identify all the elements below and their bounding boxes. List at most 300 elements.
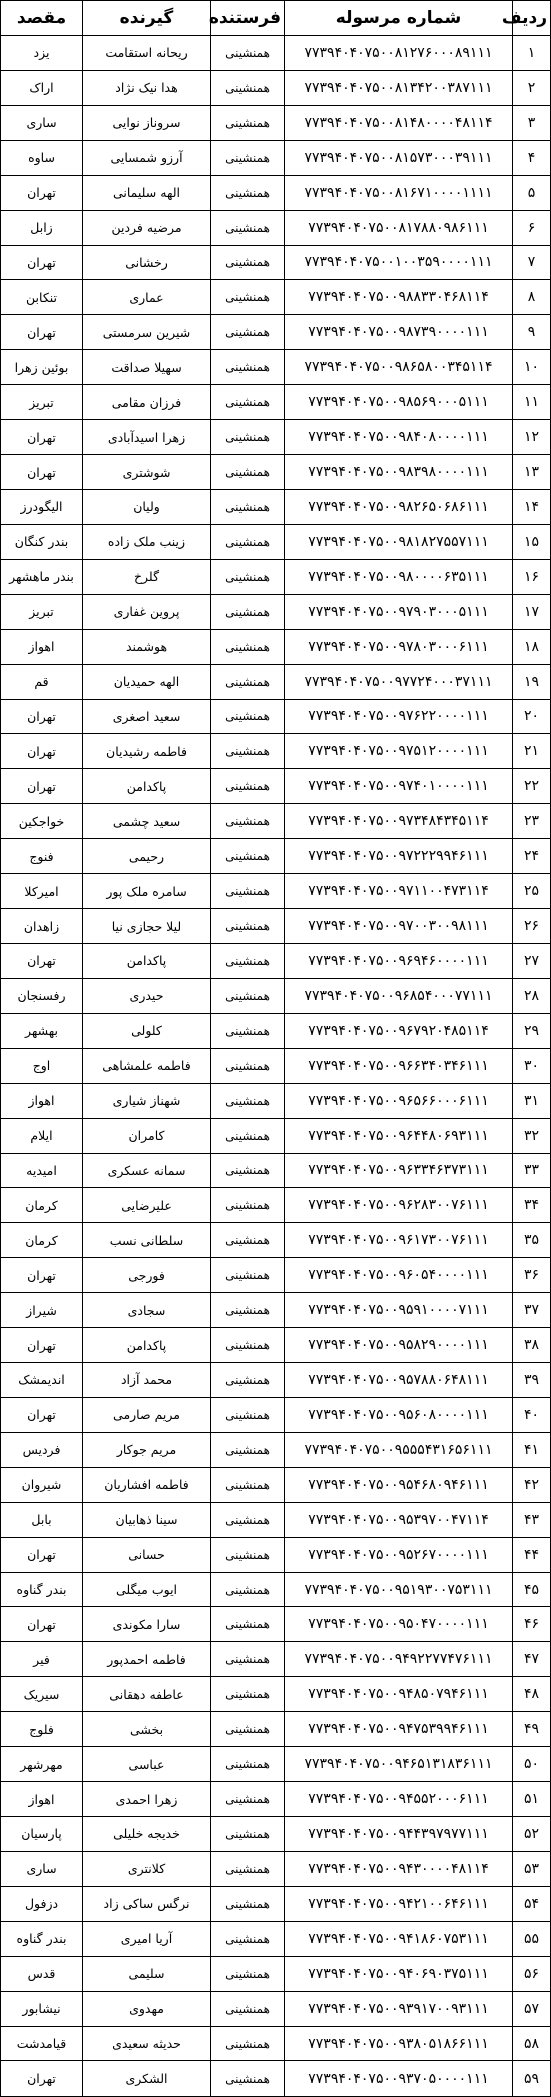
receiver-cell: مهدوی — [83, 1991, 211, 2026]
receiver-cell: حدیثه سعیدی — [83, 2026, 211, 2061]
row-number-cell: ۱۲ — [513, 420, 551, 455]
sender-cell: همنشینی — [211, 210, 285, 245]
row-number-cell: ۵۳ — [513, 1851, 551, 1886]
table-row — [1, 1293, 551, 1328]
destination-cell: پارسیان — [1, 1817, 83, 1852]
table-row — [1, 1502, 551, 1537]
row-number-cell: ۴۱ — [513, 1432, 551, 1467]
table-row — [1, 804, 551, 839]
table-row — [1, 1258, 551, 1293]
tracking-number-cell: ۷۷۳۹۴۰۴۰۷۵۰۰۹۵۰۴۷۰۰۰۰۱۱۱ — [285, 1607, 513, 1642]
tracking-number-cell: ۷۷۳۹۴۰۴۰۷۵۰۰۹۸۲۶۵۰۶۸۶۱۱۱ — [285, 489, 513, 524]
sender-cell: همنشینی — [211, 1223, 285, 1258]
tracking-number-cell: ۷۷۳۹۴۰۴۰۷۵۰۰۹۵۶۰۸۰۰۰۰۱۱۱ — [285, 1397, 513, 1432]
tracking-number-cell: ۷۷۳۹۴۰۴۰۷۵۰۰۹۵۷۸۸۰۶۴۸۱۱۱ — [285, 1363, 513, 1398]
destination-cell: بوئین زهرا — [1, 350, 83, 385]
table-row — [1, 664, 551, 699]
receiver-cell: عاطفه دهقانی — [83, 1677, 211, 1712]
destination-cell: کرمان — [1, 1188, 83, 1223]
tracking-number-cell: ۷۷۳۹۴۰۴۰۷۵۰۰۹۵۳۹۷۰۰۴۷۱۱۴ — [285, 1502, 513, 1537]
tracking-number-cell: ۷۷۳۹۴۰۴۰۷۵۰۰۹۴۵۵۲۰۰۰۶۱۱۱ — [285, 1782, 513, 1817]
receiver-cell: شیرین سرمستی — [83, 315, 211, 350]
receiver-cell: مریم صارمی — [83, 1397, 211, 1432]
table-row — [1, 909, 551, 944]
destination-cell: کرمان — [1, 1223, 83, 1258]
table-row — [1, 594, 551, 629]
tracking-number-cell: ۷۷۳۹۴۰۴۰۷۵۰۰۹۶۲۸۳۰۰۷۶۱۱۱ — [285, 1188, 513, 1223]
receiver-cell: گلرخ — [83, 559, 211, 594]
tracking-number-cell: ۷۷۳۹۴۰۴۰۷۵۰۰۹۵۴۶۸۰۹۴۶۱۱۱ — [285, 1467, 513, 1502]
tracking-number-cell: ۷۷۳۹۴۰۴۰۷۵۰۰۹۶۵۶۶۰۰۰۶۱۱۱ — [285, 1083, 513, 1118]
row-number-cell: ۸ — [513, 280, 551, 315]
receiver-cell: سارا مکوندی — [83, 1607, 211, 1642]
row-number-cell: ۵۱ — [513, 1782, 551, 1817]
destination-cell: نیشابور — [1, 1991, 83, 2026]
sender-cell: همنشینی — [211, 1817, 285, 1852]
destination-cell: اندیمشک — [1, 1363, 83, 1398]
sender-cell: همنشینی — [211, 489, 285, 524]
receiver-cell: عماری — [83, 280, 211, 315]
tracking-number-cell: ۷۷۳۹۴۰۴۰۷۵۰۰۸۱۷۸۸۰۹۸۶۱۱۱ — [285, 210, 513, 245]
table-row — [1, 1397, 551, 1432]
row-number-cell: ۱۸ — [513, 629, 551, 664]
row-number-cell: ۳۵ — [513, 1223, 551, 1258]
sender-cell: همنشینی — [211, 1747, 285, 1782]
sender-cell: همنشینی — [211, 1537, 285, 1572]
receiver-cell: کلولی — [83, 1013, 211, 1048]
table-row — [1, 36, 551, 71]
receiver-cell: الهه سلیمانی — [83, 175, 211, 210]
sender-cell: همنشینی — [211, 1293, 285, 1328]
sender-cell: همنشینی — [211, 1502, 285, 1537]
tracking-number-cell: ۷۷۳۹۴۰۴۰۷۵۰۰۹۴۱۸۶۰۷۵۳۱۱۱ — [285, 1921, 513, 1956]
table-row — [1, 1851, 551, 1886]
row-number-cell: ۳۶ — [513, 1258, 551, 1293]
row-number-cell: ۴۴ — [513, 1537, 551, 1572]
destination-cell: تهران — [1, 455, 83, 490]
receiver-cell: لیلا حجازی نیا — [83, 909, 211, 944]
row-number-cell: ۱۳ — [513, 455, 551, 490]
row-number-cell: ۴ — [513, 140, 551, 175]
destination-cell: بندر کنگان — [1, 524, 83, 559]
receiver-cell: کلانتری — [83, 1851, 211, 1886]
row-number-cell: ۳ — [513, 105, 551, 140]
sender-cell: همنشینی — [211, 1886, 285, 1921]
receiver-cell: سامره ملک پور — [83, 874, 211, 909]
header-tracking-number: شماره مرسوله — [285, 1, 513, 36]
row-number-cell: ۱ — [513, 36, 551, 71]
receiver-cell: الشکری — [83, 2061, 211, 2097]
destination-cell: تنکابن — [1, 280, 83, 315]
sender-cell: همنشینی — [211, 769, 285, 804]
destination-cell: فیر — [1, 1642, 83, 1677]
sender-cell: همنشینی — [211, 943, 285, 978]
row-number-cell: ۵۰ — [513, 1747, 551, 1782]
receiver-cell: پاکدامن — [83, 1328, 211, 1363]
destination-cell: بندر گناوه — [1, 1572, 83, 1607]
tracking-number-cell: ۷۷۳۹۴۰۴۰۷۵۰۰۹۵۱۹۳۰۰۷۵۳۱۱۱ — [285, 1572, 513, 1607]
row-number-cell: ۴۹ — [513, 1712, 551, 1747]
row-number-cell: ۲۹ — [513, 1013, 551, 1048]
receiver-cell: ریحانه استقامت — [83, 36, 211, 71]
row-number-cell: ۳۴ — [513, 1188, 551, 1223]
sender-cell: همنشینی — [211, 175, 285, 210]
sender-cell: همنشینی — [211, 699, 285, 734]
tracking-number-cell: ۷۷۳۹۴۰۴۰۷۵۰۰۹۷۳۴۸۴۳۴۵۱۱۴ — [285, 804, 513, 839]
table-row — [1, 1607, 551, 1642]
tracking-number-cell: ۷۷۳۹۴۰۴۰۷۵۰۰۹۷۸۰۳۰۰۰۶۱۱۱ — [285, 629, 513, 664]
row-number-cell: ۵۹ — [513, 2061, 551, 2097]
table-row — [1, 1118, 551, 1153]
tracking-number-cell: ۷۷۳۹۴۰۴۰۷۵۰۰۸۱۵۷۳۰۰۰۳۹۱۱۱ — [285, 140, 513, 175]
receiver-cell: رخشانی — [83, 245, 211, 280]
tracking-number-cell: ۷۷۳۹۴۰۴۰۷۵۰۰۹۴۶۵۱۳۱۸۳۶۱۱۱ — [285, 1747, 513, 1782]
table-row — [1, 1153, 551, 1188]
tracking-number-cell: ۷۷۳۹۴۰۴۰۷۵۰۰۸۱۴۸۰۰۰۰۴۸۱۱۴ — [285, 105, 513, 140]
sender-cell: همنشینی — [211, 804, 285, 839]
row-number-cell: ۲۰ — [513, 699, 551, 734]
destination-cell: شیروان — [1, 1467, 83, 1502]
row-number-cell: ۲۵ — [513, 874, 551, 909]
destination-cell: ساری — [1, 105, 83, 140]
tracking-number-cell: ۷۷۳۹۴۰۴۰۷۵۰۰۹۸۵۶۹۰۰۰۵۱۱۱ — [285, 385, 513, 420]
destination-cell: تهران — [1, 175, 83, 210]
sender-cell: همنشینی — [211, 1642, 285, 1677]
receiver-cell: رحیمی — [83, 839, 211, 874]
row-number-cell: ۵۸ — [513, 2026, 551, 2061]
sender-cell: همنشینی — [211, 594, 285, 629]
sender-cell: همنشینی — [211, 524, 285, 559]
table-row — [1, 559, 551, 594]
table-row — [1, 1817, 551, 1852]
header-sender: فرستنده — [211, 1, 285, 36]
receiver-cell: زهرا اسیدآبادی — [83, 420, 211, 455]
sender-cell: همنشینی — [211, 1956, 285, 1991]
table-row — [1, 1747, 551, 1782]
row-number-cell: ۲۸ — [513, 978, 551, 1013]
table-row — [1, 105, 551, 140]
receiver-cell: محمد آزاد — [83, 1363, 211, 1398]
tracking-number-cell: ۷۷۳۹۴۰۴۰۷۵۰۰۹۶۸۵۴۰۰۰۷۷۱۱۱ — [285, 978, 513, 1013]
tracking-number-cell: ۷۷۳۹۴۰۴۰۷۵۰۰۱۰۰۳۵۹۰۰۰۰۱۱۱ — [285, 245, 513, 280]
destination-cell: تهران — [1, 245, 83, 280]
row-number-cell: ۳۳ — [513, 1153, 551, 1188]
destination-cell: تهران — [1, 943, 83, 978]
tracking-number-cell: ۷۷۳۹۴۰۴۰۷۵۰۰۹۵۸۲۹۰۰۰۰۱۱۱ — [285, 1328, 513, 1363]
table-row — [1, 2026, 551, 2061]
destination-cell: شیراز — [1, 1293, 83, 1328]
table-row — [1, 734, 551, 769]
sender-cell: همنشینی — [211, 1782, 285, 1817]
row-number-cell: ۵۲ — [513, 1817, 551, 1852]
receiver-cell: علیرضایی — [83, 1188, 211, 1223]
destination-cell: تهران — [1, 769, 83, 804]
table-row — [1, 1432, 551, 1467]
destination-cell: اوج — [1, 1048, 83, 1083]
row-number-cell: ۴۸ — [513, 1677, 551, 1712]
receiver-cell: الهه حمیدیان — [83, 664, 211, 699]
sender-cell: همنشینی — [211, 70, 285, 105]
receiver-cell: پاکدامن — [83, 769, 211, 804]
destination-cell: تهران — [1, 699, 83, 734]
receiver-cell: سهیلا صداقت — [83, 350, 211, 385]
destination-cell: فلوج — [1, 1712, 83, 1747]
table-row — [1, 245, 551, 280]
receiver-cell: سعید اصغری — [83, 699, 211, 734]
sender-cell: همنشینی — [211, 839, 285, 874]
header-destination: مقصد — [1, 1, 83, 36]
receiver-cell: بخشی — [83, 1712, 211, 1747]
tracking-number-cell: ۷۷۳۹۴۰۴۰۷۵۰۰۹۳۷۰۵۰۰۰۰۱۱۱ — [285, 2061, 513, 2097]
destination-cell: فردیس — [1, 1432, 83, 1467]
row-number-cell: ۴۰ — [513, 1397, 551, 1432]
table-row — [1, 489, 551, 524]
row-number-cell: ۳۰ — [513, 1048, 551, 1083]
sender-cell: همنشینی — [211, 105, 285, 140]
sender-cell: همنشینی — [211, 1851, 285, 1886]
sender-cell: همنشینی — [211, 1712, 285, 1747]
receiver-cell: عباسی — [83, 1747, 211, 1782]
destination-cell: تهران — [1, 1258, 83, 1293]
destination-cell: قدس — [1, 1956, 83, 1991]
row-number-cell: ۳۹ — [513, 1363, 551, 1398]
sender-cell: همنشینی — [211, 140, 285, 175]
sender-cell: همنشینی — [211, 350, 285, 385]
row-number-cell: ۲۱ — [513, 734, 551, 769]
receiver-cell: هوشمند — [83, 629, 211, 664]
destination-cell: بابل — [1, 1502, 83, 1537]
destination-cell: خواجکین — [1, 804, 83, 839]
destination-cell: زاهدان — [1, 909, 83, 944]
row-number-cell: ۲۶ — [513, 909, 551, 944]
tracking-number-cell: ۷۷۳۹۴۰۴۰۷۵۰۰۹۷۱۱۰۰۴۷۳۱۱۴ — [285, 874, 513, 909]
sender-cell: همنشینی — [211, 1363, 285, 1398]
tracking-number-cell: ۷۷۳۹۴۰۴۰۷۵۰۰۹۴۸۵۰۷۹۴۶۱۱۱ — [285, 1677, 513, 1712]
sender-cell: همنشینی — [211, 1607, 285, 1642]
sender-cell: همنشینی — [211, 1083, 285, 1118]
table-row — [1, 1363, 551, 1398]
table-row — [1, 315, 551, 350]
receiver-cell: فورجی — [83, 1258, 211, 1293]
table-row — [1, 699, 551, 734]
tracking-number-cell: ۷۷۳۹۴۰۴۰۷۵۰۰۸۱۳۴۲۰۰۳۸۷۱۱۱ — [285, 70, 513, 105]
table-row — [1, 1956, 551, 1991]
destination-cell: تهران — [1, 734, 83, 769]
sender-cell: همنشینی — [211, 559, 285, 594]
sender-cell: همنشینی — [211, 385, 285, 420]
table-row — [1, 210, 551, 245]
destination-cell: تهران — [1, 420, 83, 455]
receiver-cell: فاطمه افشاریان — [83, 1467, 211, 1502]
tracking-number-cell: ۷۷۳۹۴۰۴۰۷۵۰۰۹۸۷۳۹۰۰۰۰۱۱۱ — [285, 315, 513, 350]
receiver-cell: مریم جوکار — [83, 1432, 211, 1467]
tracking-number-cell: ۷۷۳۹۴۰۴۰۷۵۰۰۹۶۴۴۸۰۶۹۳۱۱۱ — [285, 1118, 513, 1153]
destination-cell: امیدیه — [1, 1153, 83, 1188]
destination-cell: اهواز — [1, 1083, 83, 1118]
receiver-cell: فاطمه رشیدیان — [83, 734, 211, 769]
receiver-cell: خدیجه خلیلی — [83, 1817, 211, 1852]
header-row — [1, 1, 551, 36]
tracking-number-cell: ۷۷۳۹۴۰۴۰۷۵۰۰۹۷۲۲۲۹۹۴۶۱۱۱ — [285, 839, 513, 874]
sender-cell: همنشینی — [211, 455, 285, 490]
row-number-cell: ۳۷ — [513, 1293, 551, 1328]
tracking-number-cell: ۷۷۳۹۴۰۴۰۷۵۰۰۹۴۷۵۳۹۹۴۶۱۱۱ — [285, 1712, 513, 1747]
row-number-cell: ۴۷ — [513, 1642, 551, 1677]
header-row-number: ردیف — [513, 1, 551, 36]
receiver-cell: زهرا احمدی — [83, 1782, 211, 1817]
receiver-cell: پروین غفاری — [83, 594, 211, 629]
table-row — [1, 1083, 551, 1118]
receiver-cell: سلطانی نسب — [83, 1223, 211, 1258]
receiver-cell: فرزان مقامی — [83, 385, 211, 420]
table-row — [1, 1223, 551, 1258]
row-number-cell: ۱۶ — [513, 559, 551, 594]
table-row — [1, 629, 551, 664]
row-number-cell: ۱۷ — [513, 594, 551, 629]
table-row — [1, 455, 551, 490]
sender-cell: همنشینی — [211, 1397, 285, 1432]
header-receiver: گیرنده — [83, 1, 211, 36]
row-number-cell: ۳۸ — [513, 1328, 551, 1363]
row-number-cell: ۵۵ — [513, 1921, 551, 1956]
destination-cell: تبریز — [1, 594, 83, 629]
receiver-cell: شوشتری — [83, 455, 211, 490]
receiver-cell: شهناز شیاری — [83, 1083, 211, 1118]
tracking-number-cell: ۷۷۳۹۴۰۴۰۷۵۰۰۹۳۸۰۵۱۸۶۶۱۱۱ — [285, 2026, 513, 2061]
sender-cell: همنشینی — [211, 629, 285, 664]
row-number-cell: ۷ — [513, 245, 551, 280]
receiver-cell: هدا نیک نژاد — [83, 70, 211, 105]
tracking-number-cell: ۷۷۳۹۴۰۴۰۷۵۰۰۹۷۰۰۳۰۰۹۸۱۱۱ — [285, 909, 513, 944]
sender-cell: همنشینی — [211, 245, 285, 280]
destination-cell: دزفول — [1, 1886, 83, 1921]
receiver-cell: آرزو شمسایی — [83, 140, 211, 175]
table-row — [1, 2061, 551, 2097]
sender-cell: همنشینی — [211, 1921, 285, 1956]
sender-cell: همنشینی — [211, 1432, 285, 1467]
sender-cell: همنشینی — [211, 1467, 285, 1502]
table-row — [1, 385, 551, 420]
row-number-cell: ۵۶ — [513, 1956, 551, 1991]
destination-cell: ایلام — [1, 1118, 83, 1153]
receiver-cell: حیدری — [83, 978, 211, 1013]
destination-cell: بهشهر — [1, 1013, 83, 1048]
sender-cell: همنشینی — [211, 1188, 285, 1223]
receiver-cell: ایوب میگلی — [83, 1572, 211, 1607]
table-row — [1, 1013, 551, 1048]
receiver-cell: مرضیه فردین — [83, 210, 211, 245]
row-number-cell: ۴۳ — [513, 1502, 551, 1537]
table-row — [1, 1782, 551, 1817]
destination-cell: بندر ماهشهر — [1, 559, 83, 594]
tracking-number-cell: ۷۷۳۹۴۰۴۰۷۵۰۰۸۱۶۷۱۰۰۰۰۱۱۱۱ — [285, 175, 513, 210]
table-row — [1, 350, 551, 385]
receiver-cell: سروناز نوایی — [83, 105, 211, 140]
row-number-cell: ۴۲ — [513, 1467, 551, 1502]
tracking-number-cell: ۷۷۳۹۴۰۴۰۷۵۰۰۹۷۵۱۲۰۰۰۰۱۱۱ — [285, 734, 513, 769]
table-row — [1, 1677, 551, 1712]
destination-cell: تهران — [1, 1397, 83, 1432]
table-row — [1, 420, 551, 455]
tracking-number-cell: ۷۷۳۹۴۰۴۰۷۵۰۰۹۴۹۲۲۷۷۴۷۶۱۱۱ — [285, 1642, 513, 1677]
destination-cell: امیرکلا — [1, 874, 83, 909]
destination-cell: اهواز — [1, 1782, 83, 1817]
table-row — [1, 1921, 551, 1956]
tracking-number-cell: ۷۷۳۹۴۰۴۰۷۵۰۰۹۵۹۱۰۰۰۰۷۱۱۱ — [285, 1293, 513, 1328]
destination-cell: ساوه — [1, 140, 83, 175]
table-row — [1, 1537, 551, 1572]
receiver-cell: سمانه عسکری — [83, 1153, 211, 1188]
table-row — [1, 175, 551, 210]
tracking-number-cell: ۷۷۳۹۴۰۴۰۷۵۰۰۹۶۱۷۳۰۰۷۶۱۱۱ — [285, 1223, 513, 1258]
table-row — [1, 70, 551, 105]
receiver-cell: سلیمی — [83, 1956, 211, 1991]
row-number-cell: ۹ — [513, 315, 551, 350]
row-number-cell: ۴۶ — [513, 1607, 551, 1642]
row-number-cell: ۱۱ — [513, 385, 551, 420]
sender-cell: همنشینی — [211, 978, 285, 1013]
destination-cell: مهرشهر — [1, 1747, 83, 1782]
destination-cell: تهران — [1, 1537, 83, 1572]
table-row — [1, 1572, 551, 1607]
sender-cell: همنشینی — [211, 1153, 285, 1188]
destination-cell: ساری — [1, 1851, 83, 1886]
tracking-number-cell: ۷۷۳۹۴۰۴۰۷۵۰۰۹۸۴۰۸۰۰۰۰۱۱۱ — [285, 420, 513, 455]
table-row — [1, 1188, 551, 1223]
destination-cell: اهواز — [1, 629, 83, 664]
receiver-cell: نرگس ساکی زاد — [83, 1886, 211, 1921]
sender-cell: همنشینی — [211, 1677, 285, 1712]
row-number-cell: ۳۲ — [513, 1118, 551, 1153]
receiver-cell: پاکدامن — [83, 943, 211, 978]
row-number-cell: ۵ — [513, 175, 551, 210]
tracking-number-cell: ۷۷۳۹۴۰۴۰۷۵۰۰۹۶۷۹۲۰۴۸۵۱۱۴ — [285, 1013, 513, 1048]
destination-cell: قیامدشت — [1, 2026, 83, 2061]
sender-cell: همنشینی — [211, 664, 285, 699]
tracking-number-cell: ۷۷۳۹۴۰۴۰۷۵۰۰۹۷۶۲۲۰۰۰۰۱۱۱ — [285, 699, 513, 734]
row-number-cell: ۵۷ — [513, 1991, 551, 2026]
destination-cell: تهران — [1, 1328, 83, 1363]
destination-cell: تبریز — [1, 385, 83, 420]
table-row — [1, 943, 551, 978]
sender-cell: همنشینی — [211, 734, 285, 769]
tracking-number-cell: ۷۷۳۹۴۰۴۰۷۵۰۰۹۸۰۰۰۰۶۳۵۱۱۱ — [285, 559, 513, 594]
destination-cell: رفسنجان — [1, 978, 83, 1013]
destination-cell: تهران — [1, 1607, 83, 1642]
table-row — [1, 524, 551, 559]
destination-cell: تهران — [1, 315, 83, 350]
sender-cell: همنشینی — [211, 1258, 285, 1293]
sender-cell: همنشینی — [211, 280, 285, 315]
destination-cell: فنوج — [1, 839, 83, 874]
receiver-cell: حسانی — [83, 1537, 211, 1572]
receiver-cell: ولیان — [83, 489, 211, 524]
tracking-number-cell: ۷۷۳۹۴۰۴۰۷۵۰۰۹۵۵۵۴۳۱۶۵۶۱۱۱ — [285, 1432, 513, 1467]
tracking-number-cell: ۷۷۳۹۴۰۴۰۷۵۰۰۹۶۰۵۴۰۰۰۰۱۱۱ — [285, 1258, 513, 1293]
table-row — [1, 280, 551, 315]
receiver-cell: فاطمه علمشاهی — [83, 1048, 211, 1083]
sender-cell: همنشینی — [211, 1118, 285, 1153]
receiver-cell: فاطمه احمدپور — [83, 1642, 211, 1677]
row-number-cell: ۲ — [513, 70, 551, 105]
row-number-cell: ۴۵ — [513, 1572, 551, 1607]
sender-cell: همنشینی — [211, 1013, 285, 1048]
tracking-number-cell: ۷۷۳۹۴۰۴۰۷۵۰۰۹۳۹۱۷۰۰۹۳۱۱۱ — [285, 1991, 513, 2026]
table-row — [1, 140, 551, 175]
tracking-number-cell: ۷۷۳۹۴۰۴۰۷۵۰۰۹۸۸۳۳۰۴۶۸۱۱۴ — [285, 280, 513, 315]
table-row — [1, 1048, 551, 1083]
tracking-number-cell: ۷۷۳۹۴۰۴۰۷۵۰۰۸۱۲۷۶۰۰۰۸۹۱۱۱ — [285, 36, 513, 71]
